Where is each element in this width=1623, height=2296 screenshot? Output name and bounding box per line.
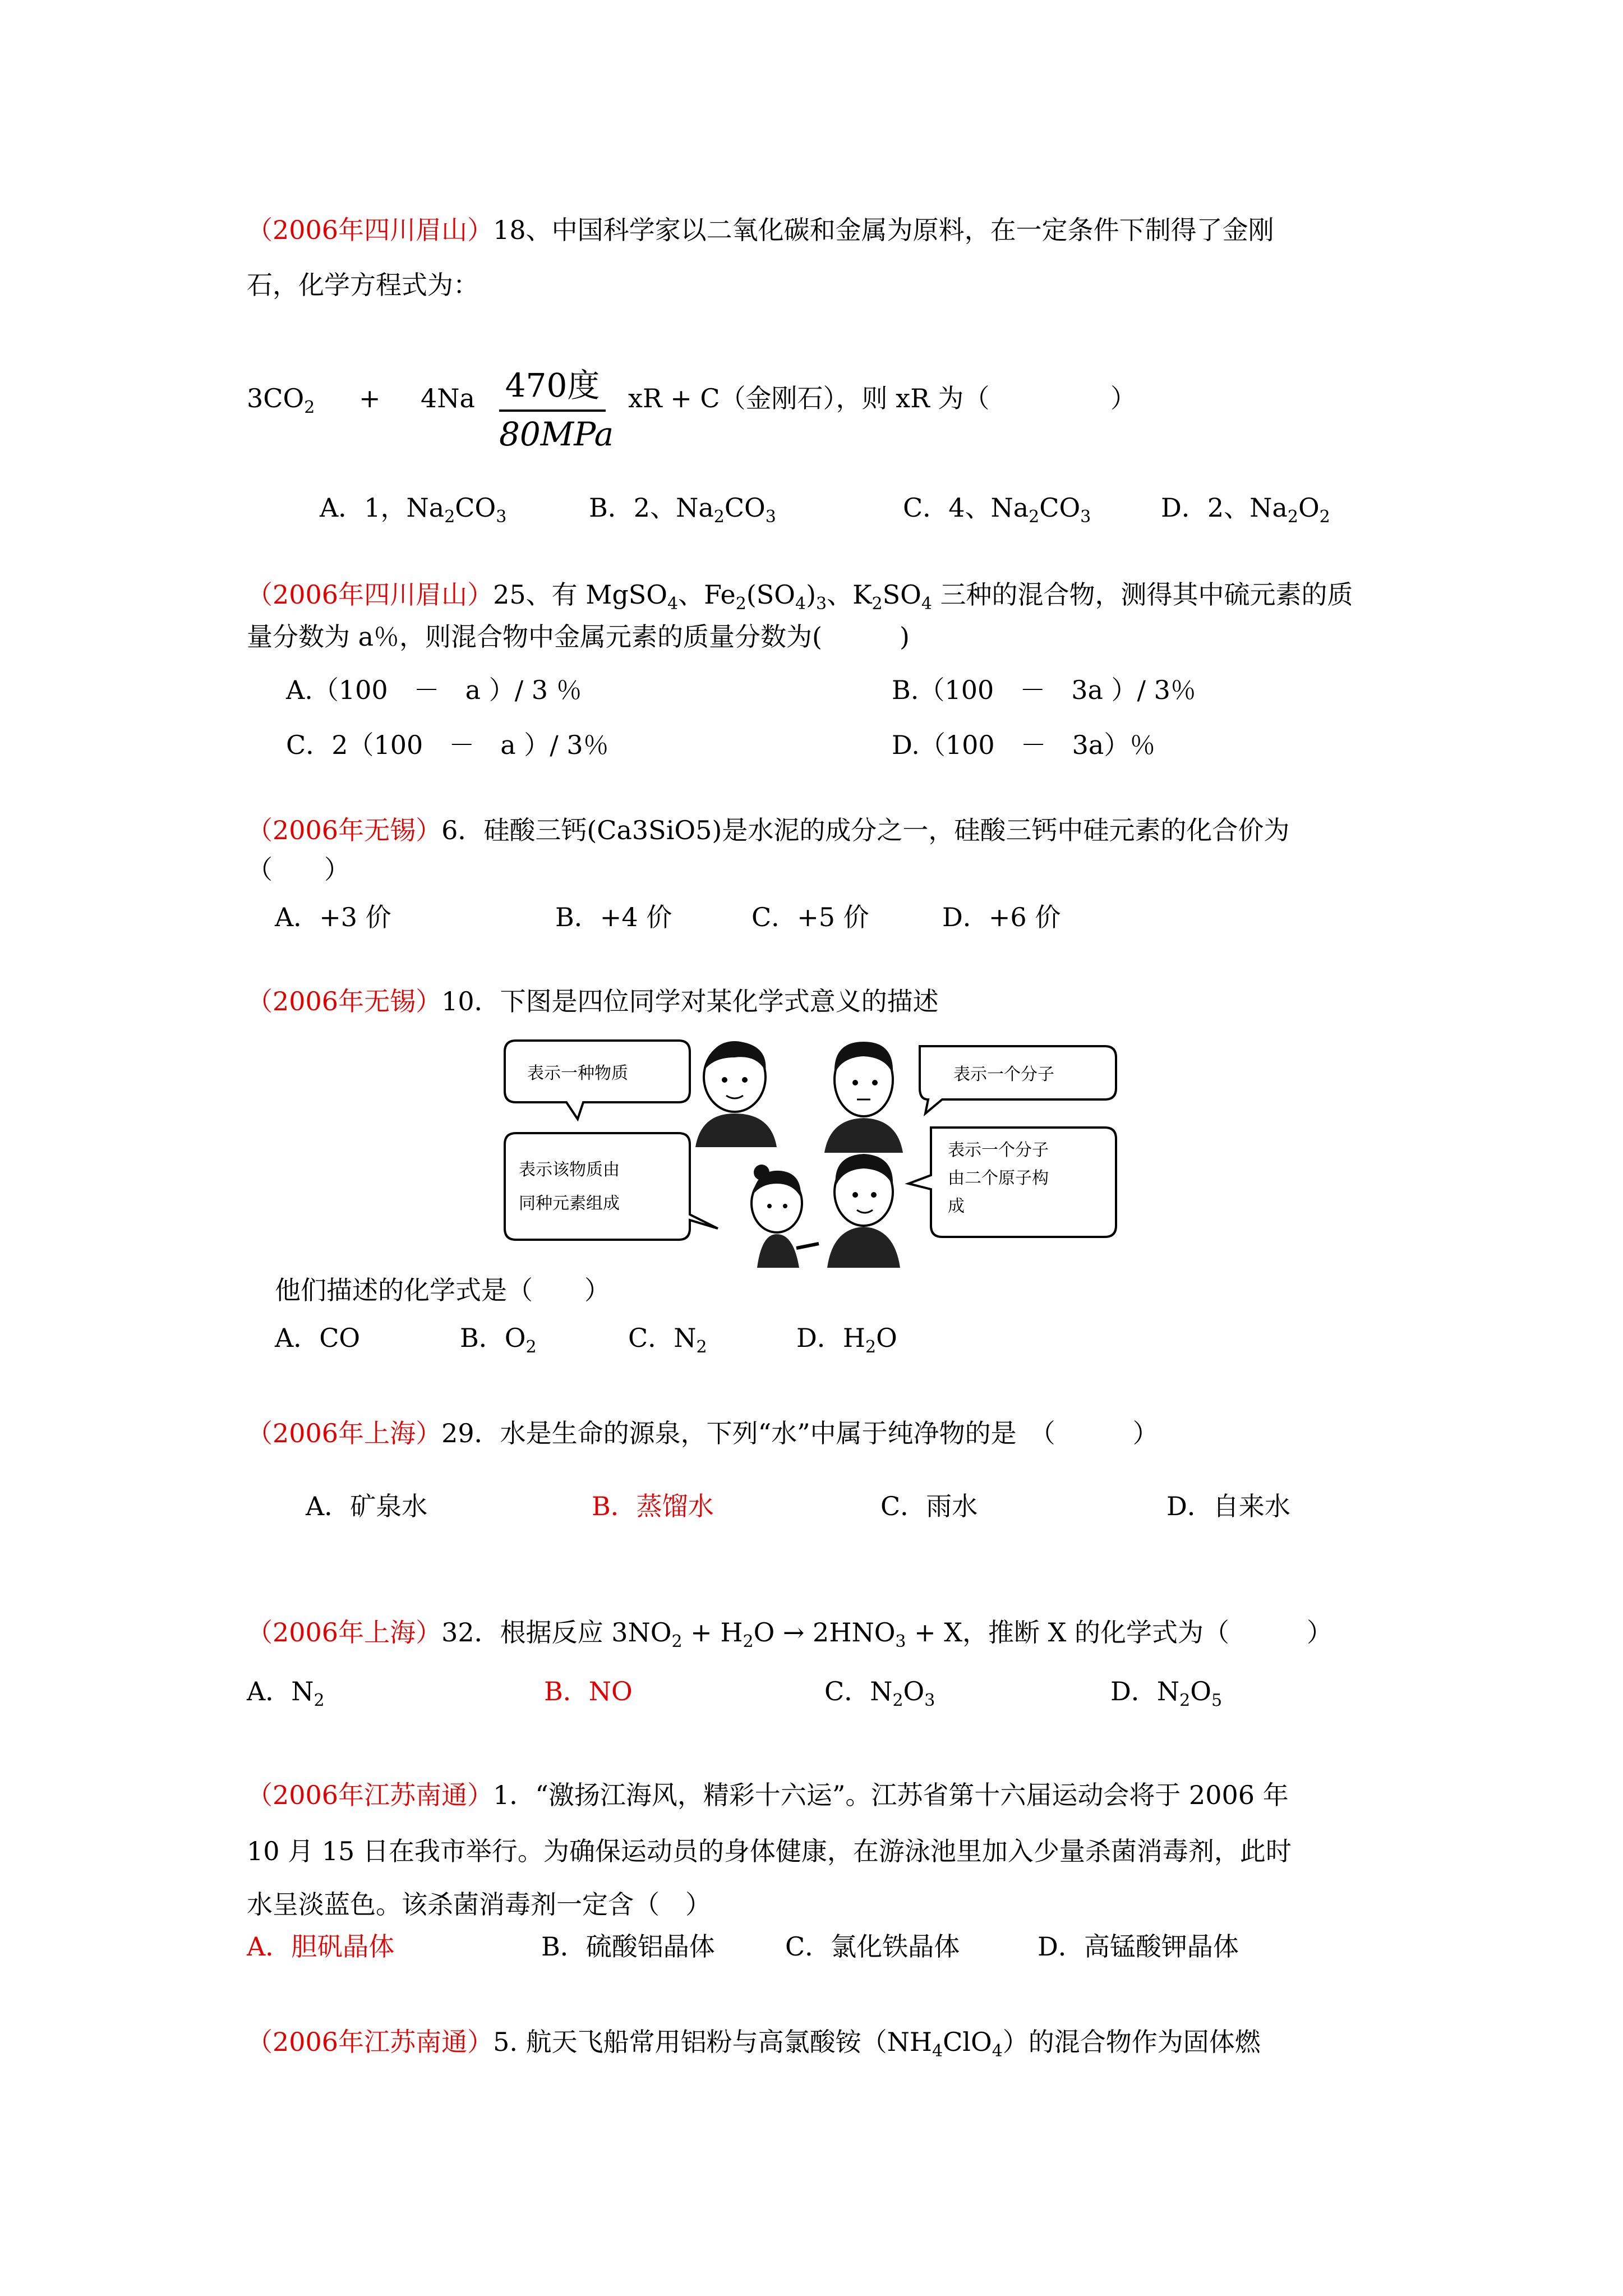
q6-option-b: B．+4 价 bbox=[555, 902, 672, 932]
equation-reactant-1: $3CO_2$ bbox=[247, 383, 315, 417]
question-18-line-1: （2006年四川眉山）18、中国科学家以二氧化碳和金属为原料，在一定条件下制得了金刚 bbox=[247, 215, 1274, 245]
q10-option-b: B．$O_2$ bbox=[460, 1323, 537, 1357]
q25-option-d: D.（100 － 3a）％ bbox=[892, 730, 1156, 760]
q6-option-a: A．+3 价 bbox=[275, 902, 391, 932]
svg-text:表示一种物质: 表示一种物质 bbox=[527, 1064, 628, 1083]
svg-text:由二个原子构: 由二个原子构 bbox=[948, 1168, 1049, 1188]
q25-option-c: C．2（100 － a ）/ 3％ bbox=[286, 730, 609, 760]
q6-option-c: C．+5 价 bbox=[751, 902, 869, 932]
source-tag: （2006年四川眉山） bbox=[247, 579, 494, 610]
source-tag: （2006年江苏南通） bbox=[247, 1780, 494, 1810]
svg-text:表示一个分子: 表示一个分子 bbox=[953, 1065, 1054, 1084]
question-10-line-1: （2006年无锡）10．下图是四位同学对某化学式意义的描述 bbox=[247, 986, 939, 1016]
reaction-arrow-bar bbox=[499, 409, 606, 412]
q32-option-c: C．$N_2O_3$ bbox=[824, 1676, 935, 1710]
q29-option-b-answer: B．蒸馏水 bbox=[592, 1491, 714, 1521]
source-tag: （2006年上海） bbox=[247, 1418, 442, 1448]
source-tag: （2006年江苏南通） bbox=[247, 2027, 494, 2057]
q18-option-a: A．1，$Na_2CO_3$ bbox=[320, 493, 507, 527]
question-5-line-1: （2006年江苏南通）5. 航天飞船常用铝粉与高氯酸铵$(NH_4ClO_4)$的混合物作为固体燃 bbox=[247, 2027, 1261, 2061]
q10-option-c: C．$N_2$ bbox=[628, 1323, 707, 1357]
source-tag: （2006年无锡） bbox=[247, 815, 442, 845]
question-1-line-2: 10 月 15 日在我市举行。为确保运动员的身体健康，在游泳池里加入少量杀菌消毒剂，此时 bbox=[247, 1836, 1292, 1866]
student-3-figure bbox=[751, 1165, 819, 1268]
q32-option-b-answer: B．NO bbox=[544, 1676, 633, 1706]
q18-option-d: D．2、$Na_2O_2$ bbox=[1161, 493, 1330, 527]
q32-option-d: D．$N_2O_5$ bbox=[1110, 1676, 1223, 1710]
four-students-cartoon bbox=[494, 1035, 1133, 1271]
question-18-line-2: 石，化学方程式为： bbox=[247, 270, 479, 300]
q18-option-c: C．4、$Na_2CO_3$ bbox=[903, 493, 1091, 527]
source-tag: （2006年四川眉山） bbox=[247, 215, 494, 245]
speech-bubble-4 bbox=[909, 1128, 1116, 1237]
q18-option-b: B．2、$Na_2CO_3$ bbox=[589, 493, 776, 527]
speech-bubble-1 bbox=[505, 1041, 690, 1119]
student-4-figure bbox=[827, 1154, 900, 1268]
q29-option-d: D．自来水 bbox=[1166, 1491, 1290, 1521]
svg-text:表示该物质由: 表示该物质由 bbox=[519, 1160, 620, 1180]
q25-option-a: A.（100 － a ）/ 3 ％ bbox=[286, 675, 582, 705]
question-1-line-3: 水呈淡蓝色。该杀菌消毒剂一定含（ ） bbox=[247, 1889, 711, 1920]
condition-pressure: 80MPa bbox=[499, 415, 614, 453]
equation-blank-end: ） bbox=[1110, 383, 1136, 413]
student-1-figure bbox=[695, 1041, 777, 1147]
question-10-line-2: 他们描述的化学式是（ ） bbox=[275, 1275, 610, 1305]
condition-temperature: 470度 bbox=[505, 366, 600, 404]
q10-option-a: A．CO bbox=[275, 1323, 361, 1353]
q29-option-c: C．雨水 bbox=[880, 1491, 978, 1521]
svg-text:同种元素组成: 同种元素组成 bbox=[519, 1194, 620, 1213]
question-29-line-1: （2006年上海）29．水是生命的源泉，下列“水”中属于纯净物的是 （ ） bbox=[247, 1418, 1159, 1448]
q32-option-a: A．$N_2$ bbox=[247, 1676, 325, 1710]
q1-option-a-answer: A．胆矾晶体 bbox=[247, 1931, 395, 1962]
q1-option-d: D．高锰酸钾晶体 bbox=[1038, 1931, 1239, 1962]
q6-option-d: D．+6 价 bbox=[942, 902, 1061, 932]
svg-text:成: 成 bbox=[948, 1197, 965, 1216]
q10-option-d: D．$H_2O$ bbox=[796, 1323, 897, 1357]
speech-bubble-3 bbox=[505, 1133, 718, 1240]
q1-option-c: C．氯化铁晶体 bbox=[785, 1931, 960, 1962]
equation-plus: + bbox=[359, 383, 381, 413]
q29-option-a: A．矿泉水 bbox=[306, 1491, 428, 1521]
reaction-condition bbox=[499, 359, 614, 453]
question-32-line-1: （2006年上海）32．根据反应 $3NO_2 + H_2O \to 2HNO_3 + X$，推断 X 的化学式为（ ） bbox=[247, 1617, 1333, 1651]
question-25-line-2: 量分数为 a％，则混合物中金属元素的质量分数为( ) bbox=[247, 622, 910, 652]
question-6-line-2: （ ） bbox=[247, 854, 350, 885]
source-tag: （2006年无锡） bbox=[247, 986, 442, 1016]
student-2-figure bbox=[824, 1042, 903, 1153]
q25-option-b: B.（100 － 3a ）/ 3％ bbox=[892, 675, 1196, 705]
q1-option-b: B．硫酸铝晶体 bbox=[541, 1931, 715, 1962]
equation-reactant-2: 4Na bbox=[421, 383, 475, 413]
source-tag: （2006年上海） bbox=[247, 1617, 442, 1648]
speech-bubble-2 bbox=[920, 1046, 1116, 1114]
equation-product: xR + C（金刚石），则 xR 为（ bbox=[628, 383, 990, 413]
question-1-line-1: （2006年江苏南通）1．“激扬江海风，精彩十六运”。江苏省第十六届运动会将于 2006 年 bbox=[247, 1780, 1289, 1810]
question-6-line-1: （2006年无锡）6．硅酸三钙(Ca3SiO5)是水泥的成分之一，硅酸三钙中硅元素的化合价为 bbox=[247, 815, 1290, 845]
question-25-line-1: （2006年四川眉山）25、有 MgSO$_4$、$Fe_2(SO_4)_3$、$K_2SO_4$ 三种的混合物，测得其中硫元素的质 bbox=[247, 579, 1353, 614]
svg-text:表示一个分子: 表示一个分子 bbox=[948, 1140, 1049, 1160]
